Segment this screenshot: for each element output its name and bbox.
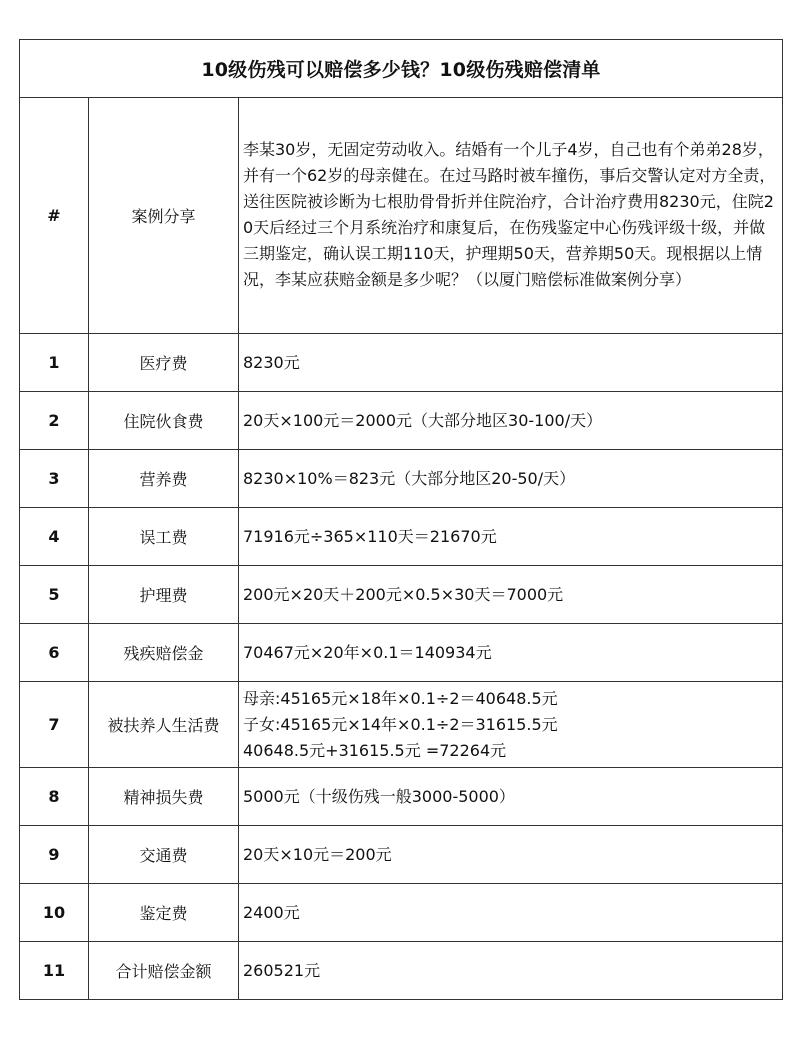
detail-line-children: 子女:45165元×14年×0.1÷2＝31615.5元	[243, 714, 558, 734]
row-detail: 20天×100元＝2000元（大部分地区30-100/天）	[239, 392, 783, 450]
table-row	[20, 508, 783, 566]
row-detail: 200元×20天＋200元×0.5×30天＝7000元	[239, 566, 783, 624]
row-detail: 70467元×20年×0.1＝140934元	[239, 624, 783, 682]
row-item-label: 医疗费	[89, 334, 239, 392]
header-row	[20, 98, 783, 334]
row-number: 3	[20, 450, 89, 508]
row-number: 7	[20, 682, 89, 768]
row-detail: 20天×10元＝200元	[239, 826, 783, 884]
row-item-label: 误工费	[89, 508, 239, 566]
page-title: 10级伤残可以赔偿多少钱？10级伤残赔偿清单	[20, 40, 783, 98]
row-item-label: 住院伙食费	[89, 392, 239, 450]
row-detail: 5000元（十级伤残一般3000-5000）	[239, 768, 783, 826]
row-detail: 8230元	[239, 334, 783, 392]
row-item-label: 鉴定费	[89, 884, 239, 942]
row-item-label: 残疾赔偿金	[89, 624, 239, 682]
detail-line-mother: 母亲:45165元×18年×0.1÷2＝40648.5元	[243, 688, 558, 708]
table-row	[20, 392, 783, 450]
row-detail	[239, 682, 783, 768]
row-number: 5	[20, 566, 89, 624]
header-num-cell: #	[20, 98, 89, 334]
compensation-table	[19, 39, 783, 1000]
row-item-label: 营养费	[89, 450, 239, 508]
row-number: 4	[20, 508, 89, 566]
row-number: 6	[20, 624, 89, 682]
row-item-label: 合计赔偿金额	[89, 942, 239, 1000]
row-detail: 71916元÷365×110天＝21670元	[239, 508, 783, 566]
detail-line-total: 40648.5元+31615.5元 =72264元	[243, 740, 507, 760]
table-row	[20, 450, 783, 508]
row-number: 9	[20, 826, 89, 884]
row-detail: 8230×10%＝823元（大部分地区20-50/天）	[239, 450, 783, 508]
row-number: 11	[20, 942, 89, 1000]
row-number: 10	[20, 884, 89, 942]
row-detail: 2400元	[239, 884, 783, 942]
row-number: 1	[20, 334, 89, 392]
row-number: 2	[20, 392, 89, 450]
table-row	[20, 566, 783, 624]
case-description-text: 李某30岁，无固定劳动收入。结婚有一个儿子4岁，自己也有个弟弟28岁，并有一个62岁的母亲健在。在过马路时被车撞伤，事后交警认定对方全责， 送往医院被诊断为七根肋骨骨折并住院治疗，合计治疗费用8230元，住院20天后经过三个月系统治疗和康复后，在伤残鉴定中心伤残评级十级，并做三期鉴定，确认误工期110天，护理期50天，营养期50天。现根据以上情况，李某应获赔金额是多少呢？（以厦门赔偿标准做案例分享）	[243, 139, 776, 289]
header-item-cell: 案例分享	[89, 98, 239, 334]
table-row	[20, 768, 783, 826]
table-row	[20, 624, 783, 682]
table-row	[20, 826, 783, 884]
table-row	[20, 884, 783, 942]
row-item-label: 精神损失费	[89, 768, 239, 826]
row-item-label: 被扶养人生活费	[89, 682, 239, 768]
row-number: 8	[20, 768, 89, 826]
title-row	[20, 40, 783, 98]
row-item-label: 护理费	[89, 566, 239, 624]
case-description-cell	[239, 98, 783, 334]
table-row	[20, 334, 783, 392]
table-row-total	[20, 942, 783, 1000]
row-detail: 260521元	[239, 942, 783, 1000]
table-row	[20, 682, 783, 768]
row-item-label: 交通费	[89, 826, 239, 884]
